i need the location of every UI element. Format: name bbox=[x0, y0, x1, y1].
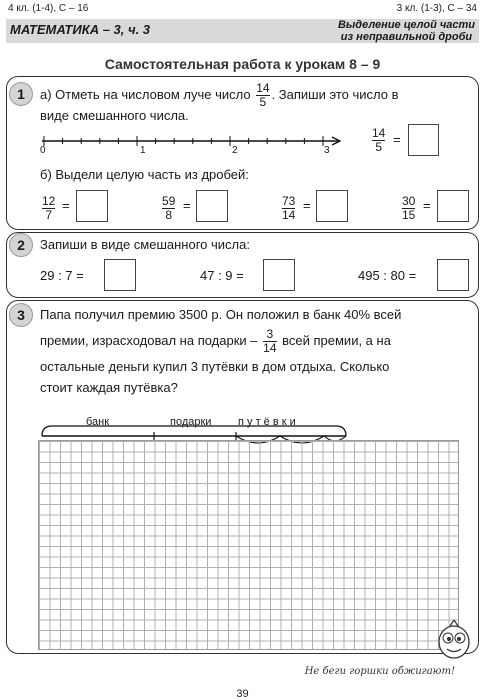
frac-b-4-eq: = bbox=[423, 198, 431, 213]
frac-b-3-den: 14 bbox=[282, 208, 296, 222]
answer-box-2-2[interactable] bbox=[263, 259, 295, 291]
frac-b-2-eq: = bbox=[183, 198, 191, 213]
subject-title: МАТЕМАТИКА – 3, ч. 3 bbox=[10, 22, 151, 37]
task1-a-part2: . Запиши это число в bbox=[271, 86, 399, 102]
fraction-denominator: 5 bbox=[259, 95, 267, 109]
task1-number: 1 bbox=[9, 82, 33, 106]
task3-number: 3 bbox=[9, 303, 33, 327]
task3-line2 bbox=[40, 328, 391, 355]
tick-label-0: 0 bbox=[40, 145, 46, 156]
answer-equals: = bbox=[393, 132, 401, 147]
frac-b-1 bbox=[42, 192, 55, 222]
answer-box-1b-4[interactable] bbox=[437, 190, 469, 222]
frac-b-2-num: 59 bbox=[162, 194, 176, 208]
frac-b-3-num: 73 bbox=[282, 194, 296, 208]
frac-b-2-den: 8 bbox=[165, 208, 173, 222]
frac-b-1-eq: = bbox=[62, 198, 70, 213]
answer-box-1b-1[interactable] bbox=[76, 190, 108, 222]
task2-item-2: 47 : 9 = bbox=[200, 268, 244, 283]
frac-b-4-den: 15 bbox=[402, 208, 416, 222]
task3-line1: Папа получил премию 3500 р. Он положил в банк 40% всей bbox=[40, 307, 402, 322]
task3-line3: остальные деньги купил 3 путёвки в дом отдыха. Сколько bbox=[40, 359, 390, 374]
frac-b-1-num: 12 bbox=[42, 194, 56, 208]
page-number: 39 bbox=[236, 688, 249, 700]
task1-b-text: б) Выдели целую часть из дробей: bbox=[40, 167, 249, 182]
page-title: Самостоятельная работа к урокам 8 – 9 bbox=[104, 56, 381, 72]
number-line bbox=[36, 132, 346, 160]
answer-box-1b-3[interactable] bbox=[316, 190, 348, 222]
task3-frac-num: 3 bbox=[266, 327, 274, 341]
answer-box-2-3[interactable] bbox=[437, 259, 469, 291]
frac-b-3 bbox=[282, 192, 295, 222]
task3-fraction bbox=[263, 328, 276, 355]
task3-line2a: премии, израсходовал на подарки – bbox=[40, 332, 258, 348]
task2-text: Запиши в виде смешанного числа: bbox=[40, 237, 250, 252]
task2-item-1: 29 : 7 = bbox=[40, 268, 84, 283]
answer-denominator: 5 bbox=[375, 140, 383, 154]
topic-title bbox=[338, 19, 475, 43]
answer-grid[interactable] bbox=[38, 440, 459, 650]
frac-b-3-eq: = bbox=[303, 198, 311, 213]
answer-numerator: 14 bbox=[372, 126, 386, 140]
task3-frac-den: 14 bbox=[263, 341, 277, 355]
diagram-label-gifts: подарки bbox=[170, 416, 212, 428]
mascot-icon bbox=[436, 618, 472, 662]
task2-item-3: 495 : 80 = bbox=[358, 268, 417, 283]
topic-line-1: Выделение целой части bbox=[337, 19, 475, 31]
task1-answer bbox=[372, 124, 385, 154]
answer-box-2-1[interactable] bbox=[104, 259, 136, 291]
answer-fraction bbox=[372, 127, 385, 154]
frac-b-4-num: 30 bbox=[402, 194, 416, 208]
task1-a-part1: а) Отметь на числовом луче число bbox=[40, 86, 251, 102]
topic-line-2: из неправильной дроби bbox=[340, 31, 473, 43]
answer-box-1b-2[interactable] bbox=[196, 190, 228, 222]
frac-b-4 bbox=[402, 192, 415, 222]
frac-b-2 bbox=[162, 192, 175, 222]
tick-label-3: 3 bbox=[324, 145, 330, 156]
tick-label-1: 1 bbox=[140, 145, 146, 156]
diagram-label-bank: банк bbox=[86, 416, 110, 428]
task1-a-line2: виде смешанного числа. bbox=[40, 108, 189, 123]
edition-left: 4 кл. (1-4), С – 16 bbox=[8, 3, 89, 14]
task3-line4: стоит каждая путёвка? bbox=[40, 380, 178, 395]
task1-fraction bbox=[256, 82, 269, 109]
diagram-label-vouchers: п у т ё в к и bbox=[238, 416, 296, 428]
answer-box-1a[interactable] bbox=[408, 124, 439, 156]
frac-b-1-den: 7 bbox=[45, 208, 53, 222]
footer-slogan: Не беги горшки обжигают! bbox=[304, 666, 455, 677]
fraction-numerator: 14 bbox=[256, 81, 270, 95]
task2-number: 2 bbox=[9, 233, 33, 257]
task3-line2b: всей премии, а на bbox=[282, 332, 391, 348]
tick-label-2: 2 bbox=[232, 145, 238, 156]
edition-right: 3 кл. (1-3), С – 34 bbox=[396, 3, 477, 14]
